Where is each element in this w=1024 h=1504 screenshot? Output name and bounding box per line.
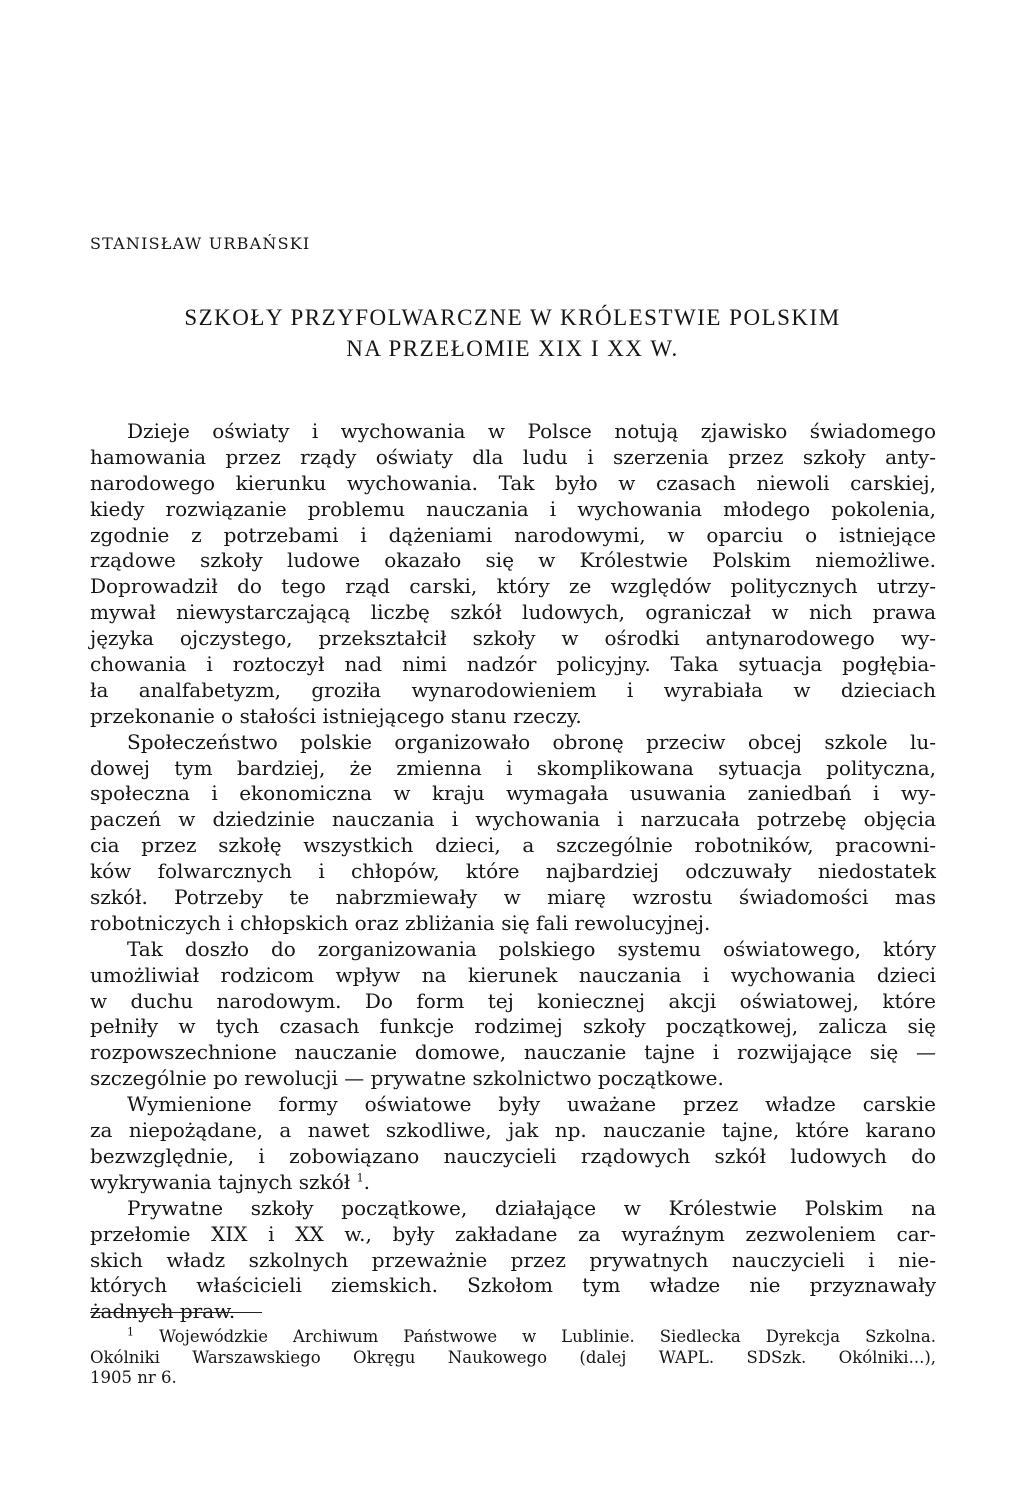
footnote-line: Okólniki Warszawskiego Okręgu Naukowego (dalej WAPL. SDSzk. Okólniki...), [90,1347,936,1367]
text-line: Społeczeństwo polskie organizowało obronę przeciw obcej szkole lu- [127,729,936,754]
text-line: Prywatne szkoły początkowe, działające w Królestwie Polskim na [127,1195,936,1220]
text-line: przekonanie o stałości istniejącego stanu rzeczy. [90,703,582,728]
text-line: których właścicieli ziemskich. Szkołom tym władze nie przyznawały [90,1273,936,1298]
text-line: paczeń w dziedzinie nauczania i wychowania i narzucała potrzebę objęcia [90,807,936,832]
text-line: chowania i roztoczył nad nimi nadzór policyjny. Taka sytuacja pogłębia- [90,652,936,677]
author-name: STANISŁAW URBAŃSKI [90,234,311,253]
text-segment: wykrywania tajnych szkół [90,1169,351,1194]
text-line: hamowania przez rządy oświaty dla ludu i szerzenia przez szkoły anty- [90,444,936,469]
text-line: przełomie XIX i XX w., były zakładane za wyraźnym zezwoleniem car- [90,1221,936,1246]
text-line: rozpowszechnione nauczanie domowe, nauczanie tajne i rozwijające się — [90,1040,936,1065]
title-line: SZKOŁY PRZYFOLWARCZNE W KRÓLESTWIE POLSKIM [184,305,841,330]
footnote-text: Wojewódzkie Archiwum Państwowe w Lublinie. Siedlecka Dyrekcja Szkolna. [158,1327,936,1346]
text-line: dowej tym bardziej, że zmienna i skomplikowana sytuacja polityczna, [90,755,936,780]
text-line: kiedy rozwiązanie problemu nauczania i wychowania młodego pokolenia, [90,496,936,521]
text-line-with-footnote [90,1170,936,1196]
text-line: narodowego kierunku wychowania. Tak było w czasach niewoli carskiej, [90,470,936,495]
text-line: żadnych praw. [90,1299,236,1324]
text-line: ła analfabetyzm, groziła wynarodowieniem i wyrabiała w dzieciach [90,677,936,702]
text-line: języka ojczystego, przekształcił szkoły w ośrodki antynarodowego wy- [90,626,936,651]
title-line: NA PRZEŁOMIE XIX I XX W. [346,336,679,361]
text-line: cia przez szkołę wszystkich dzieci, a szczególnie robotników, pracowni- [90,833,936,858]
text-line: skich władz szkolnych przeważnie przez prywatnych nauczycieli i nie- [90,1247,936,1272]
text-line: rządowe szkoły ludowe okazało się w Królestwie Polskim niemożliwe. [90,548,936,573]
text-line: Doprowadził do tego rząd carski, który ze względów politycznych utrzy- [90,574,936,599]
article-body [90,419,936,1325]
footnote-divider [90,1312,262,1313]
article-title [90,302,935,364]
text-line: robotniczych i chłopskich oraz zbliżania się fali rewolucyjnej. [90,910,711,935]
text-line: zgodnie z potrzebami i dążeniami narodowymi, w oparciu o istniejące [90,522,936,547]
text-line: bezwzględnie, i zobowiązano nauczycieli rządowych szkół ludowych do [90,1143,936,1168]
footnote-marker: 1 [127,1325,134,1339]
text-line: szkół. Potrzeby te nabrzmiewały w miarę wzrostu świadomości mas [90,885,936,910]
text-line: pełniły w tych czasach funkcje rodzimej szkoły początkowej, zalicza się [90,1014,936,1039]
footnote [90,1327,936,1389]
text-line: szczególnie po rewolucji — prywatne szkolnictwo początkowe. [90,1066,724,1091]
footnote-line [90,1327,936,1348]
text-line: za niepożądane, a nawet szkodliwe, jak np. nauczanie tajne, które karano [90,1118,936,1143]
text-line: ków folwarcznych i chłopów, które najbardziej odczuwały niedostatek [90,859,936,884]
text-line: mywał niewystarczającą liczbę szkół ludowych, ograniczał w nich prawa [90,600,936,625]
footnote-reference[interactable]: 1 [356,1171,364,1185]
text-line: w duchu narodowym. Do form tej koniecznej akcji oświatowej, które [90,988,936,1013]
text-line: Tak doszło do zorganizowania polskiego systemu oświatowego, który [127,936,936,961]
text-line: umożliwiał rodzicom wpływ na kierunek nauczania i wychowania dzieci [90,962,936,987]
text-line: społeczna i ekonomiczna w kraju wymagała usuwania zaniedbań i wy- [90,781,936,806]
footnote-line: 1905 nr 6. [90,1368,177,1387]
text-line: Dzieje oświaty i wychowania w Polsce notują zjawisko świadomego [127,419,936,443]
text-line: Wymienione formy oświatowe były uważane przez władze carskie [127,1092,936,1117]
sentence-end: . [363,1169,370,1194]
